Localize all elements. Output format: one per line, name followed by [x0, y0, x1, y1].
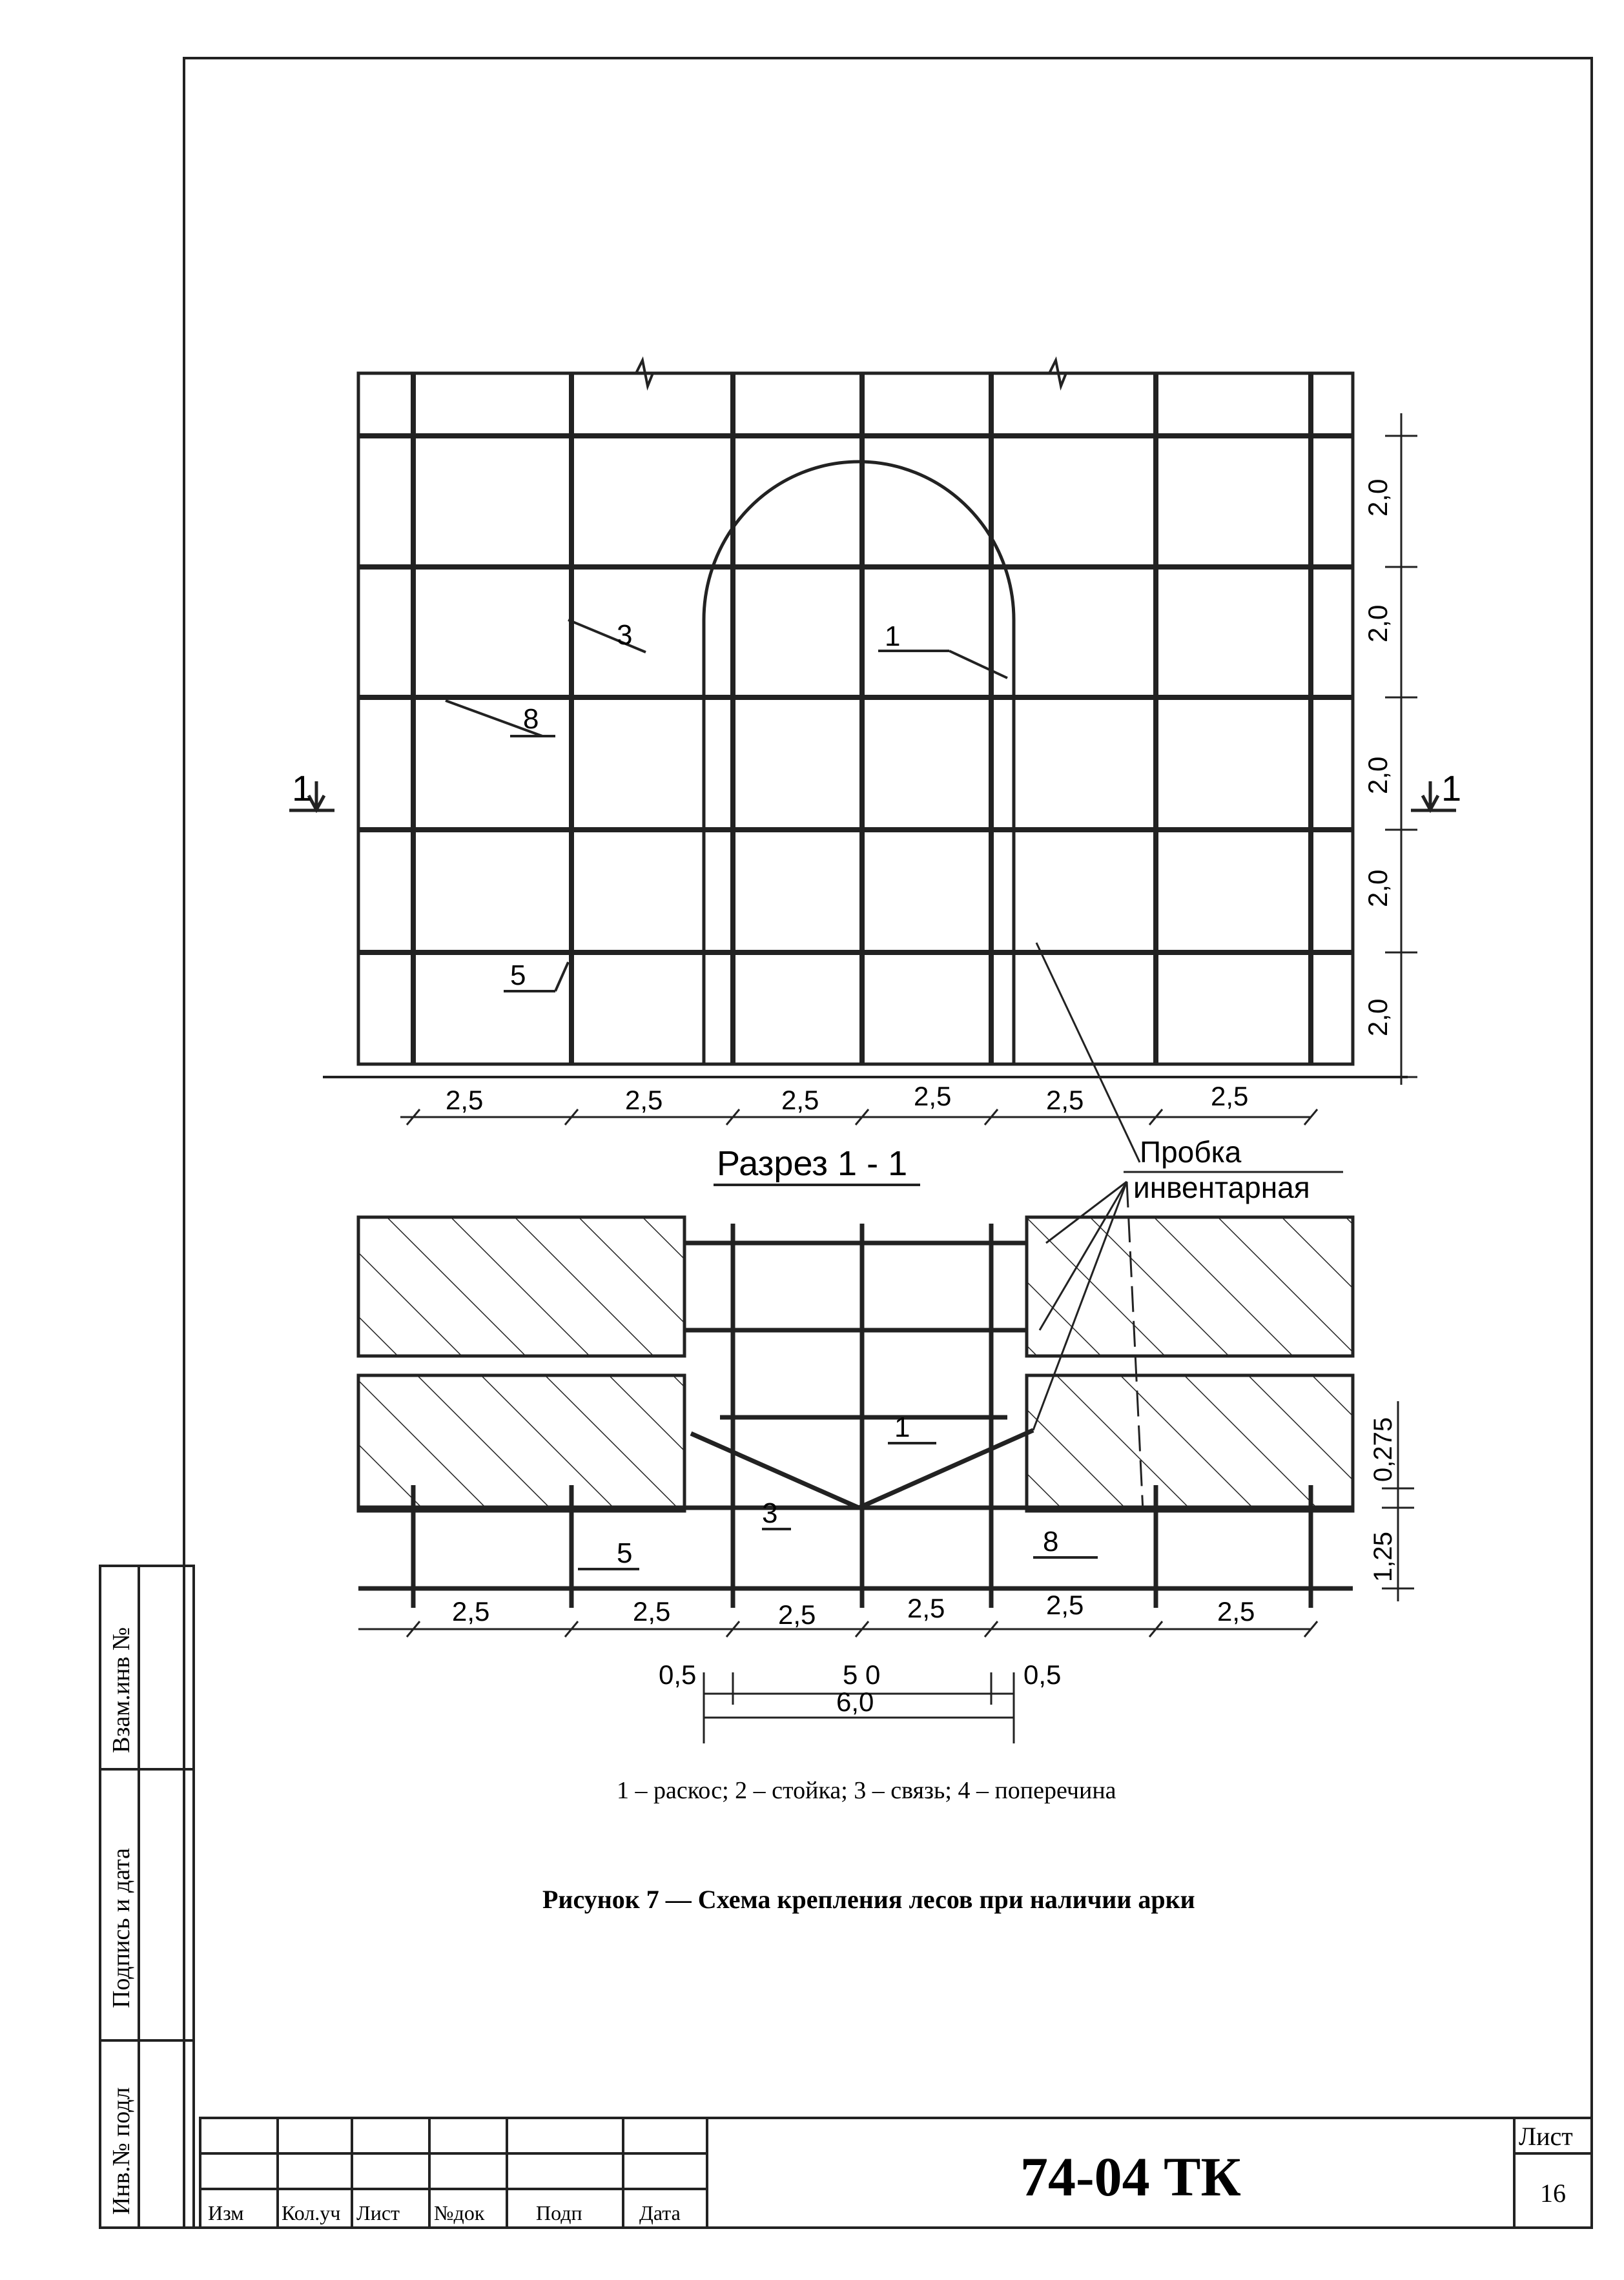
plan-dim-h-1: 2,5 — [446, 1085, 484, 1115]
sec-dim-v-2: 1,25 — [1369, 1532, 1397, 1582]
plan-dim-v-2: 2,0 — [1362, 604, 1393, 642]
wall-blocks — [358, 1217, 1353, 1511]
title-block — [200, 2118, 1592, 2228]
plan-dim-h-2: 2,5 — [625, 1085, 663, 1115]
plan-dim-h-5: 2,5 — [1046, 1085, 1084, 1115]
sec-dim-v-1: 0,275 — [1369, 1417, 1397, 1482]
plan-dim-v-5: 2,0 — [1362, 998, 1393, 1036]
callout-8-plan: 8 — [523, 703, 539, 735]
tb-sheet-label: Лист — [1519, 2122, 1573, 2151]
wall-block-bottom-left — [358, 1375, 684, 1511]
tb-col-izm: Изм — [208, 2201, 244, 2224]
callout-1-plan: 1 — [885, 621, 901, 652]
tb-sheet-number: 16 — [1540, 2179, 1566, 2208]
tb-doc-code: 74-04 ТК — [1020, 2146, 1241, 2208]
section-dim-horizontal — [358, 1629, 1311, 1743]
stamp-vzam: Взам.инв № — [108, 1627, 135, 1753]
plan-callouts — [446, 620, 1007, 991]
sec-dim-h-5: 2,5 — [1046, 1590, 1084, 1620]
plan-dim-v-1: 2,0 — [1362, 478, 1393, 517]
sec-dim-h-4: 2,5 — [907, 1593, 945, 1623]
sec-dim-mid: 5 0 — [843, 1659, 881, 1690]
wall-block-bottom-right — [1027, 1375, 1353, 1511]
callout-3-section: 3 — [762, 1497, 778, 1529]
arch-outline — [704, 462, 1014, 1064]
callout-1-section: 1 — [894, 1412, 910, 1443]
wall-block-top-right — [1027, 1217, 1353, 1356]
section-mark-left-label: 1 — [292, 768, 313, 808]
section-mark-right-label: 1 — [1441, 768, 1462, 808]
callout-5-section: 5 — [617, 1537, 633, 1569]
sec-dim-h-3: 2,5 — [778, 1599, 816, 1630]
section-title: Разрез 1 - 1 — [717, 1144, 908, 1183]
tb-col-ndok: №док — [434, 2201, 485, 2224]
brace-right — [859, 1430, 1033, 1508]
callout-3-plan: 3 — [617, 619, 633, 651]
tb-col-kol: Кол.уч — [282, 2201, 341, 2224]
figure-caption: Рисунок 7 — Схема крепления лесов при наличии арки — [542, 1885, 1195, 1914]
tb-col-podp: Подп — [536, 2201, 582, 2224]
plan-dim-h-4: 2,5 — [914, 1081, 952, 1111]
scaffold-elevation — [323, 360, 1408, 1162]
tb-col-list: Лист — [356, 2201, 400, 2224]
plan-dim-v-3: 2,0 — [1362, 756, 1393, 794]
plug-label-line1: Пробка — [1140, 1135, 1242, 1169]
sec-dim-total: 6,0 — [836, 1687, 874, 1717]
elevation-outline — [358, 373, 1353, 1064]
plan-dim-h-6: 2,5 — [1211, 1081, 1249, 1111]
plug-label-line2: инвентарная — [1133, 1171, 1310, 1204]
sec-dim-right: 0,5 — [1023, 1659, 1062, 1690]
plug-leader-plan — [1036, 943, 1140, 1162]
callout-5-plan: 5 — [510, 960, 526, 991]
sec-dim-h-2: 2,5 — [633, 1596, 671, 1627]
legend: 1 – раскос; 2 – стойка; 3 – связь; 4 – поперечина — [617, 1777, 1116, 1804]
wall-block-top-left — [358, 1217, 684, 1356]
callout-8-section: 8 — [1043, 1526, 1059, 1557]
sec-dim-h-1: 2,5 — [452, 1596, 490, 1627]
tb-col-data: Дата — [639, 2201, 681, 2224]
brace-left — [691, 1433, 859, 1508]
plan-dim-h-3: 2,5 — [781, 1085, 819, 1115]
plan-dim-v-4: 2,0 — [1362, 869, 1393, 907]
sec-dim-left: 0,5 — [659, 1659, 697, 1690]
sec-dim-h-6: 2,5 — [1217, 1596, 1255, 1627]
stamp-inv: Инв.№ подл — [108, 2087, 135, 2215]
stamp-podpis: Подпись и дата — [108, 1847, 135, 2008]
